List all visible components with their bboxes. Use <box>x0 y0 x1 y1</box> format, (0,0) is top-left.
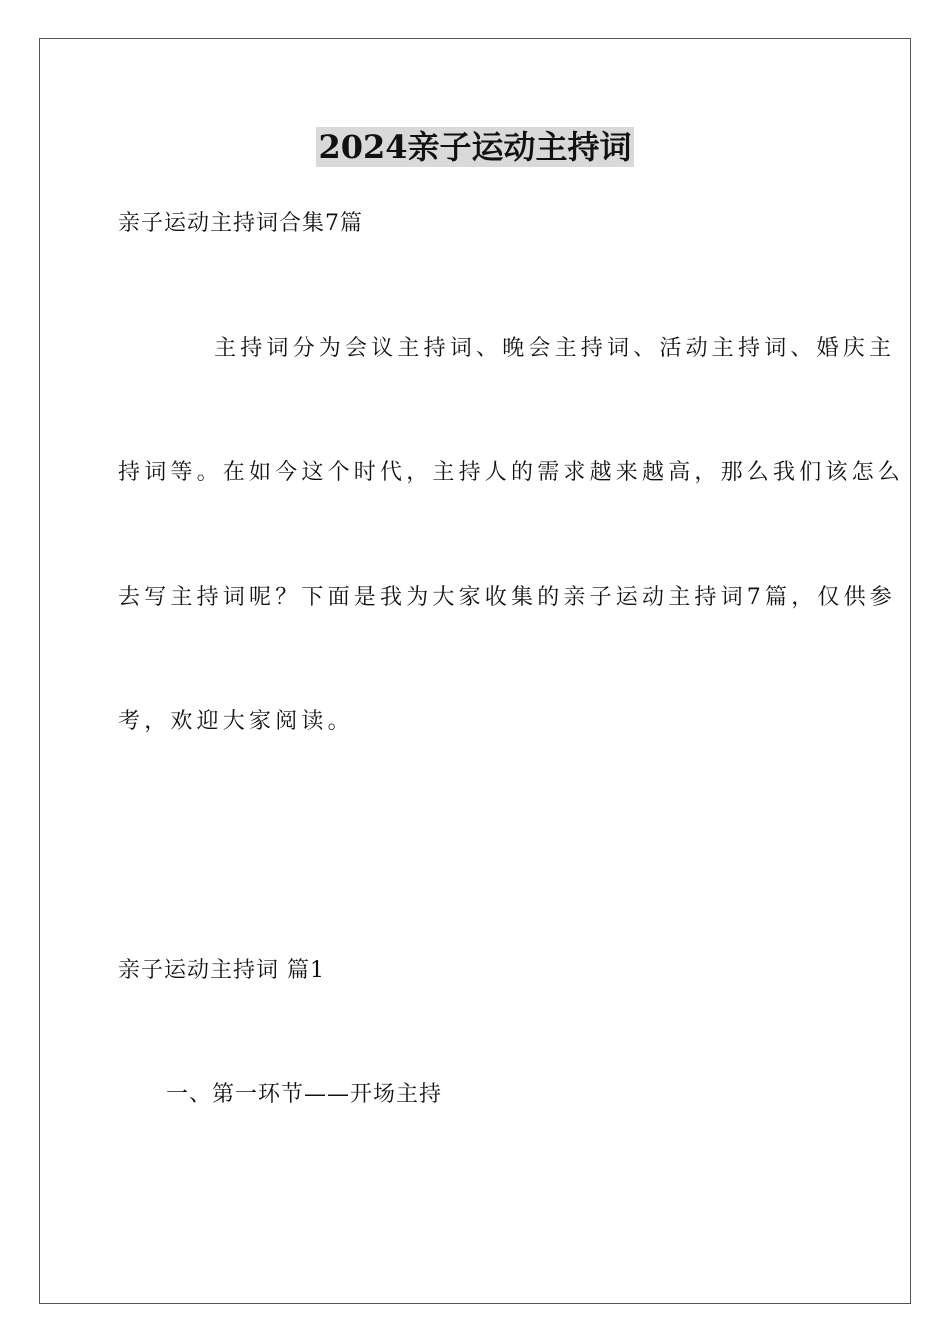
section-heading: 亲子运动主持词 篇1 <box>118 958 325 983</box>
sub-heading: 一、第一环节——开场主持 <box>166 1082 443 1107</box>
title-container <box>0 127 950 167</box>
intro-line-1: 主持词分为会议主持词、晚会主持词、活动主持词、婚庆主 <box>214 336 896 361</box>
document-title: 2024亲子运动主持词 <box>318 128 632 166</box>
intro-line-3: 去写主持词呢？下面是我为大家收集的亲子运动主持词7篇，仅供参 <box>118 585 896 610</box>
document-subtitle: 亲子运动主持词合集7篇 <box>118 211 363 236</box>
intro-line-4: 考，欢迎大家阅读。 <box>118 709 354 734</box>
intro-line-2: 持词等。在如今这个时代，主持人的需求越来越高，那么我们该怎么 <box>118 460 905 485</box>
